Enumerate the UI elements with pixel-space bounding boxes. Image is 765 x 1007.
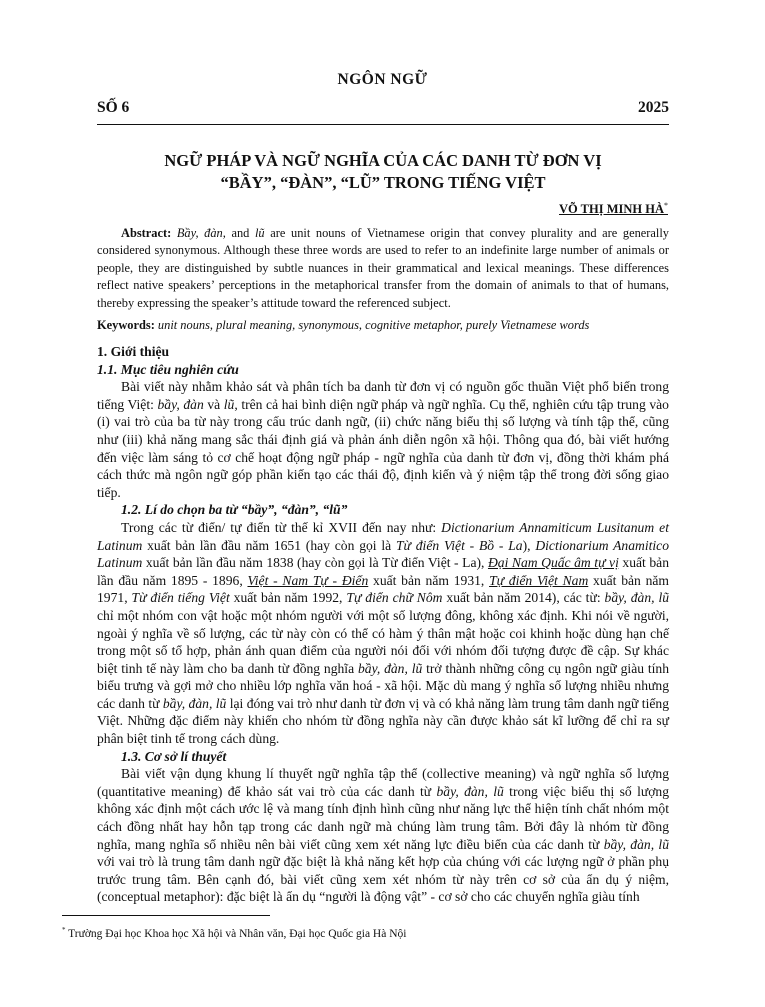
issue-row	[97, 99, 669, 117]
section-1-2-paragraph: Trong các từ điển/ tự điển từ thế kỉ XVII đến nay như: Dictionarium Annamiticum Lusitanum et Latinum xuất bản lần đầu năm 1651 (hay còn gọi là Từ điển Việt - Bồ - La), Dictionarium Anamitico Latinum xuất bản lần đầu năm 1838 (hay còn gọi là Từ điển Việt - La), Đại Nam Quấc âm tự vị xuất bản lần đầu năm 1895 - 1896, Việt - Nam Tự - Điển xuất bản năm 1931, Tự điển Việt Nam xuất bản năm 1971, Từ điển tiếng Việt xuất bản năm 1992, Tự điển chữ Nôm xuất bản năm 2014), các từ: bầy, đàn, lũ chỉ một nhóm con vật hoặc một nhóm người với một số lượng đông, không xác định. Khi nói về người, ngoài ý nghĩa về số lượng, các từ này còn có thể có hàm ý thân mật hoặc coi khinh hoặc dùng hạn chế trong một số tổ hợp, phản ánh quan điểm của người nói đối với nhóm đối tượng được đề cập. Sự khác biệt tinh tế này làm cho ba danh từ đồng nghĩa bầy, đàn, lũ trở thành những công cụ ngôn ngữ giàu tính biểu trưng và gợi mở cho nhiều lớp nghĩa văn hoá - xã hội. Mặc dù mang ý nghĩa số lượng nhiều nhưng các danh từ bầy, đàn, lũ lại đóng vai trò như danh từ đơn vị và có khả năng làm trung tâm danh ngữ tiếng Việt. Những đặc điểm này khiến cho nhóm từ đồng nghĩa này cần được khảo sát kĩ lưỡng để chỉ ra sự phân biệt tinh tế trong cách dùng.	[97, 519, 670, 747]
header-rule	[97, 124, 669, 125]
journal-name: NGÔN NGỮ	[337, 71, 428, 88]
abstract-text: are unit nouns of Vietnamese origin that convey plurality and are generally considered synonymous. Although these three words are used to refer to an indefinite large number of animals or people, they are distinguished by subtle nuances in their grammatical and lexical meanings. These differences reflect native speakers’ perceptions in the metaphorical transfer from the domain of animals to that of humans, thereby expressing the speaker’s attitude toward the referenced subject.	[97, 226, 669, 310]
footnote	[62, 926, 406, 940]
abstract-term-2: lũ	[254, 226, 265, 240]
author	[559, 201, 668, 217]
title-line-2: “BẦY”, “ĐÀN”, “LŨ” TRONG TIẾNG VIỆT	[220, 173, 546, 192]
article-title	[97, 150, 669, 194]
section-1-3-paragraph: Bài viết vận dụng khung lí thuyết ngữ nghĩa tập thể (collective meaning) và ngữ nghĩa số lượng (quantitative meaning) để khảo sát vai trò của các danh từ bầy, đàn, lũ trong việc biểu thị số lượng không xác định một cách ước lệ và mang tính định hình cũng như năng lực thể hiện tính chất nhóm một cách đồng nhất hay hỗn tạp trong các danh ngữ mà chúng làm trung tâm. Bởi đây là nhóm từ đồng nghĩa, mang nghĩa số nhiều nên bài viết cũng xem xét năng lực điều biến của các danh từ bầy, đàn, lũ với vai trò là trung tâm danh ngữ đặc biệt là khả năng kết hợp của chúng với các lượng ngữ ở phần phụ trước trung tâm. Bên cạnh đó, bài viết cũng xem xét nhóm từ này trên cơ sở của ẩn dụ ý niệm, (conceptual metaphor): đặc biệt là ẩn dụ “người là động vật” - cơ sở cho các chuyển nghĩa giàu tính	[97, 766, 670, 905]
section-1-1-paragraph: Bài viết này nhằm khảo sát và phân tích ba danh từ đơn vị có nguồn gốc thuần Việt phổ biến trong tiếng Việt: bầy, đàn và lũ, trên cả hai bình diện ngữ pháp và ngữ nghĩa. Cụ thể, nghiên cứu tập trung vào (i) vai trò của ba từ này trong cấu trúc danh ngữ, (ii) chức năng biểu thị số lượng và tính tập thể, cũng như (iii) khả năng mang sắc thái định giá và phản ánh diễn ngôn xã hội. Thông qua đó, bài viết hướng đến việc làm sáng tỏ cơ chế hoạt động ngữ pháp - ngữ nghĩa của danh từ đơn vị, đồng thời khám phá cách thức mà ngôn ngữ góp phần kiến tạo các thái độ, định kiến và ý niệm tập thể trong đời sống giao tiếp.	[97, 379, 669, 500]
section-1-1-heading: 1.1. Mục tiêu nghiên cứu	[97, 361, 239, 377]
abstract	[97, 225, 669, 312]
issue-number: SỐ 6	[97, 99, 130, 116]
abstract-term-1: Bầy, đàn,	[176, 226, 226, 240]
abstract-connector: and	[225, 226, 255, 240]
section-1-heading: 1. Giới thiệu	[97, 344, 170, 359]
footnote-mark: *	[62, 926, 66, 934]
abstract-label: Abstract:	[121, 226, 172, 240]
keywords	[97, 318, 669, 333]
section-1-3-heading: 1.3. Cơ sở lí thuyết	[121, 748, 227, 764]
author-footnote-mark: *	[664, 201, 668, 210]
title-line-1: NGỮ PHÁP VÀ NGỮ NGHĨA CỦA CÁC DANH TỪ ĐƠN VỊ	[164, 151, 602, 170]
author-name: VÕ THỊ MINH HÀ	[559, 202, 664, 217]
keywords-label: Keywords:	[97, 318, 155, 332]
footnote-rule	[62, 915, 270, 916]
issue-year: 2025	[638, 99, 669, 116]
section-1-2-heading: 1.2. Lí do chọn ba từ “bầy”, “đàn”, “lũ”	[121, 502, 348, 518]
keywords-text: unit nouns, plural meaning, synonymous, cognitive metaphor, purely Vietnamese words	[154, 318, 590, 332]
footnote-text: Trường Đại học Khoa học Xã hội và Nhân văn, Đại học Quốc gia Hà Nội	[65, 927, 407, 940]
article-body	[97, 343, 669, 906]
